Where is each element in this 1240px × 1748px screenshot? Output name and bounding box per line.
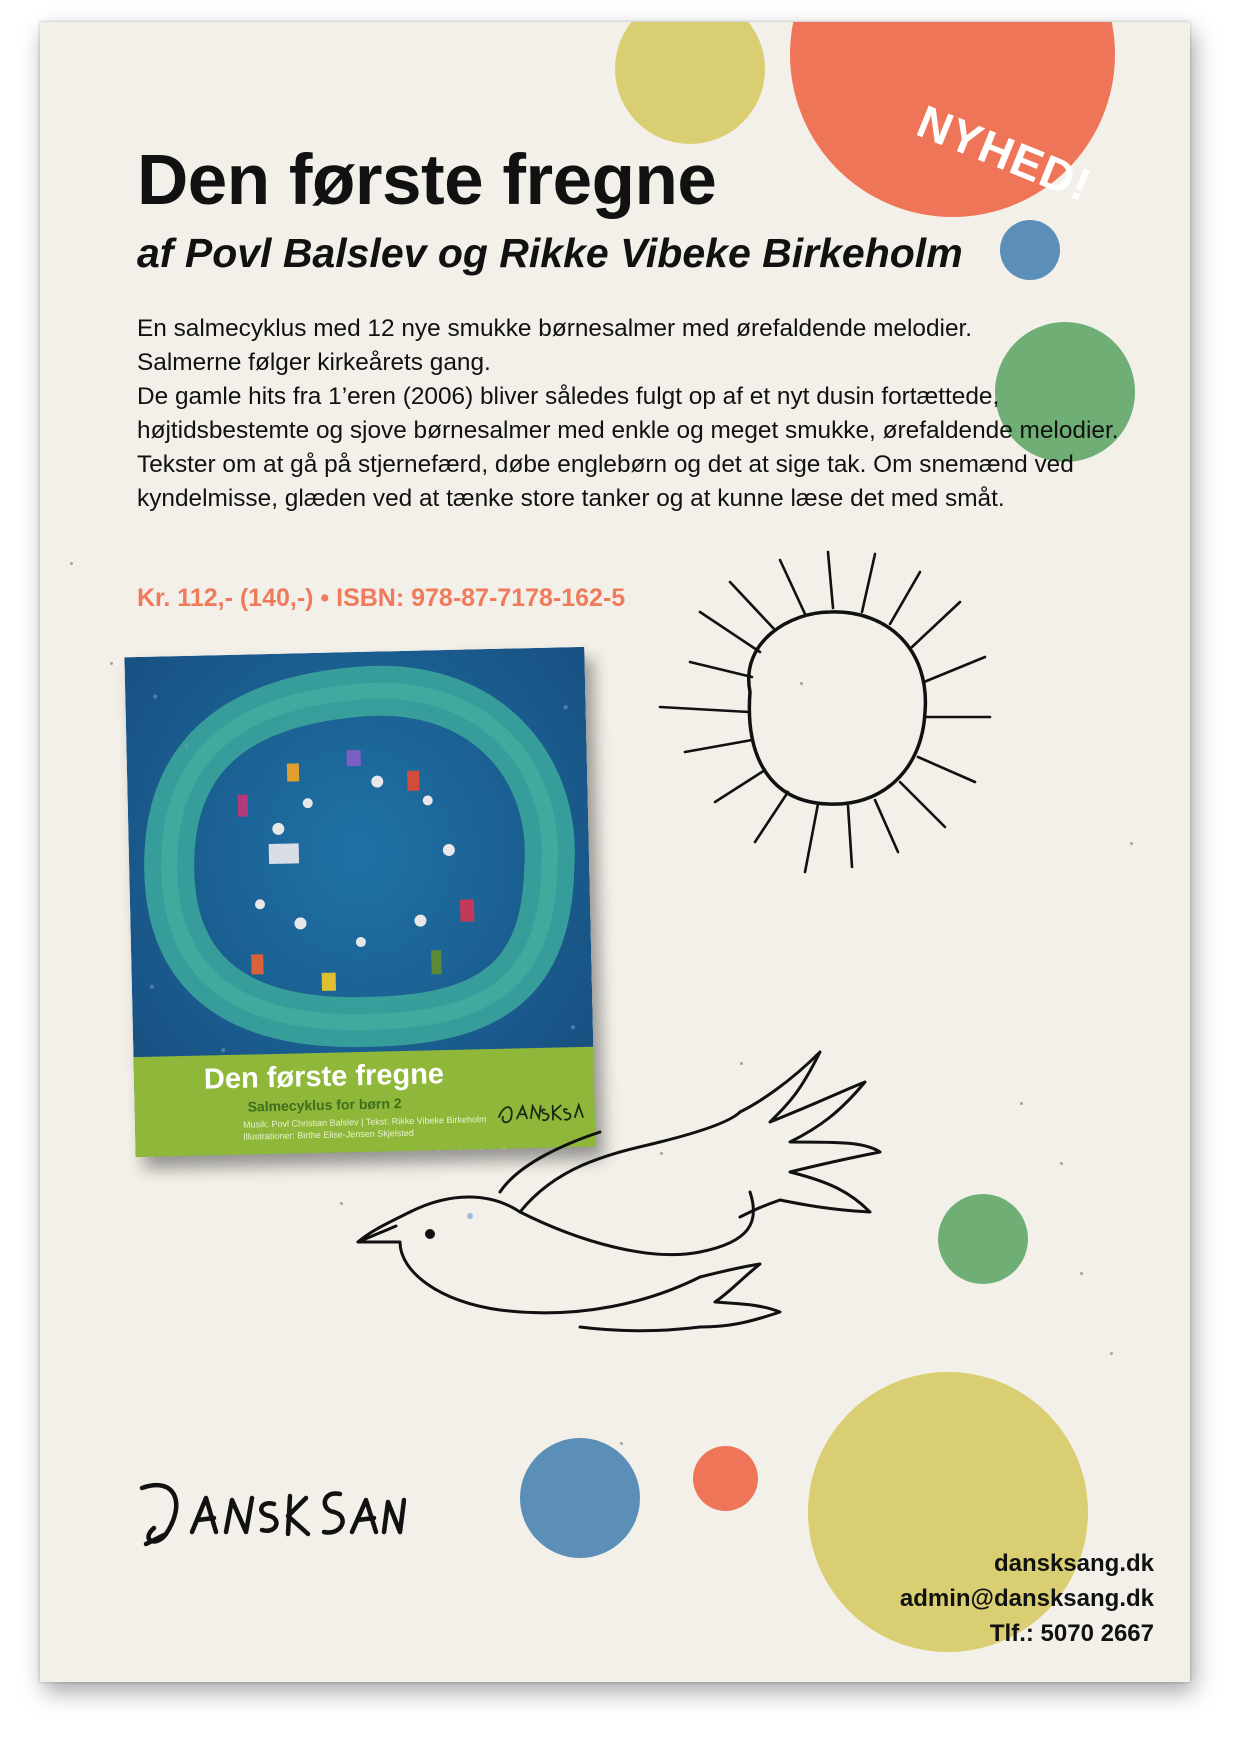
cover-credits-line-1: Musik: Povl Christian Balslev | Tekst: Rikke Vibeke Birkeholm <box>242 1114 487 1130</box>
nyhed-badge: NYHED! <box>910 94 1099 212</box>
cover-credits-line-2: Illustrationer: Birthe Elise-Jensen Skjelsted <box>243 1127 414 1142</box>
dansk-sang-logo <box>136 1474 406 1554</box>
coral-dot-bottom <box>693 1446 758 1511</box>
phone-number: Tlf.: 5070 2667 <box>989 1620 1154 1647</box>
cover-subtitle: Salmecyklus for børn 2 <box>247 1095 402 1115</box>
description-paragraph: De gamle hits fra 1’eren (2006) bliver således fulgt op af et nyt dusin fortættede, højtidsbestemte og sjove børnesalmer med enkle og meget smukke, ørefaldende melodier. Tekster om at gå på stjernefærd, døbe englebørn og det at sige tak. Om snemænd ved kyndelmisse, glæden ved at tænke store tanker og at kunne læse det med småt. <box>137 383 1119 512</box>
sun-drawing <box>600 542 1020 902</box>
blue-dot-right <box>1000 220 1060 280</box>
cover-title: Den første fregne <box>203 1058 445 1096</box>
authors-subtitle: af Povl Balslev og Rikke Vibeke Birkeholm <box>137 230 963 276</box>
green-dot-lower-right <box>938 1194 1028 1284</box>
description-line-1: En salmecyklus med 12 nye smukke børnesalmer med ørefaldende melodier. <box>137 315 973 342</box>
description <box>137 312 1127 516</box>
contact-info <box>900 1546 1154 1651</box>
bird-drawing <box>320 1042 900 1402</box>
website-link[interactable]: dansksang.dk <box>993 1550 1154 1577</box>
description-line-2: Salmerne følger kirkeårets gang. <box>137 349 491 376</box>
blue-dot-bottom <box>520 1438 640 1558</box>
email-link[interactable]: admin@dansksang.dk <box>899 1585 1154 1612</box>
flyer-page <box>40 22 1190 1682</box>
olive-dot-top <box>615 22 765 144</box>
page-title: Den første fregne <box>137 141 717 220</box>
price-isbn: Kr. 112,- (140,-) • ISBN: 978-87-7178-162-5 <box>137 584 626 612</box>
